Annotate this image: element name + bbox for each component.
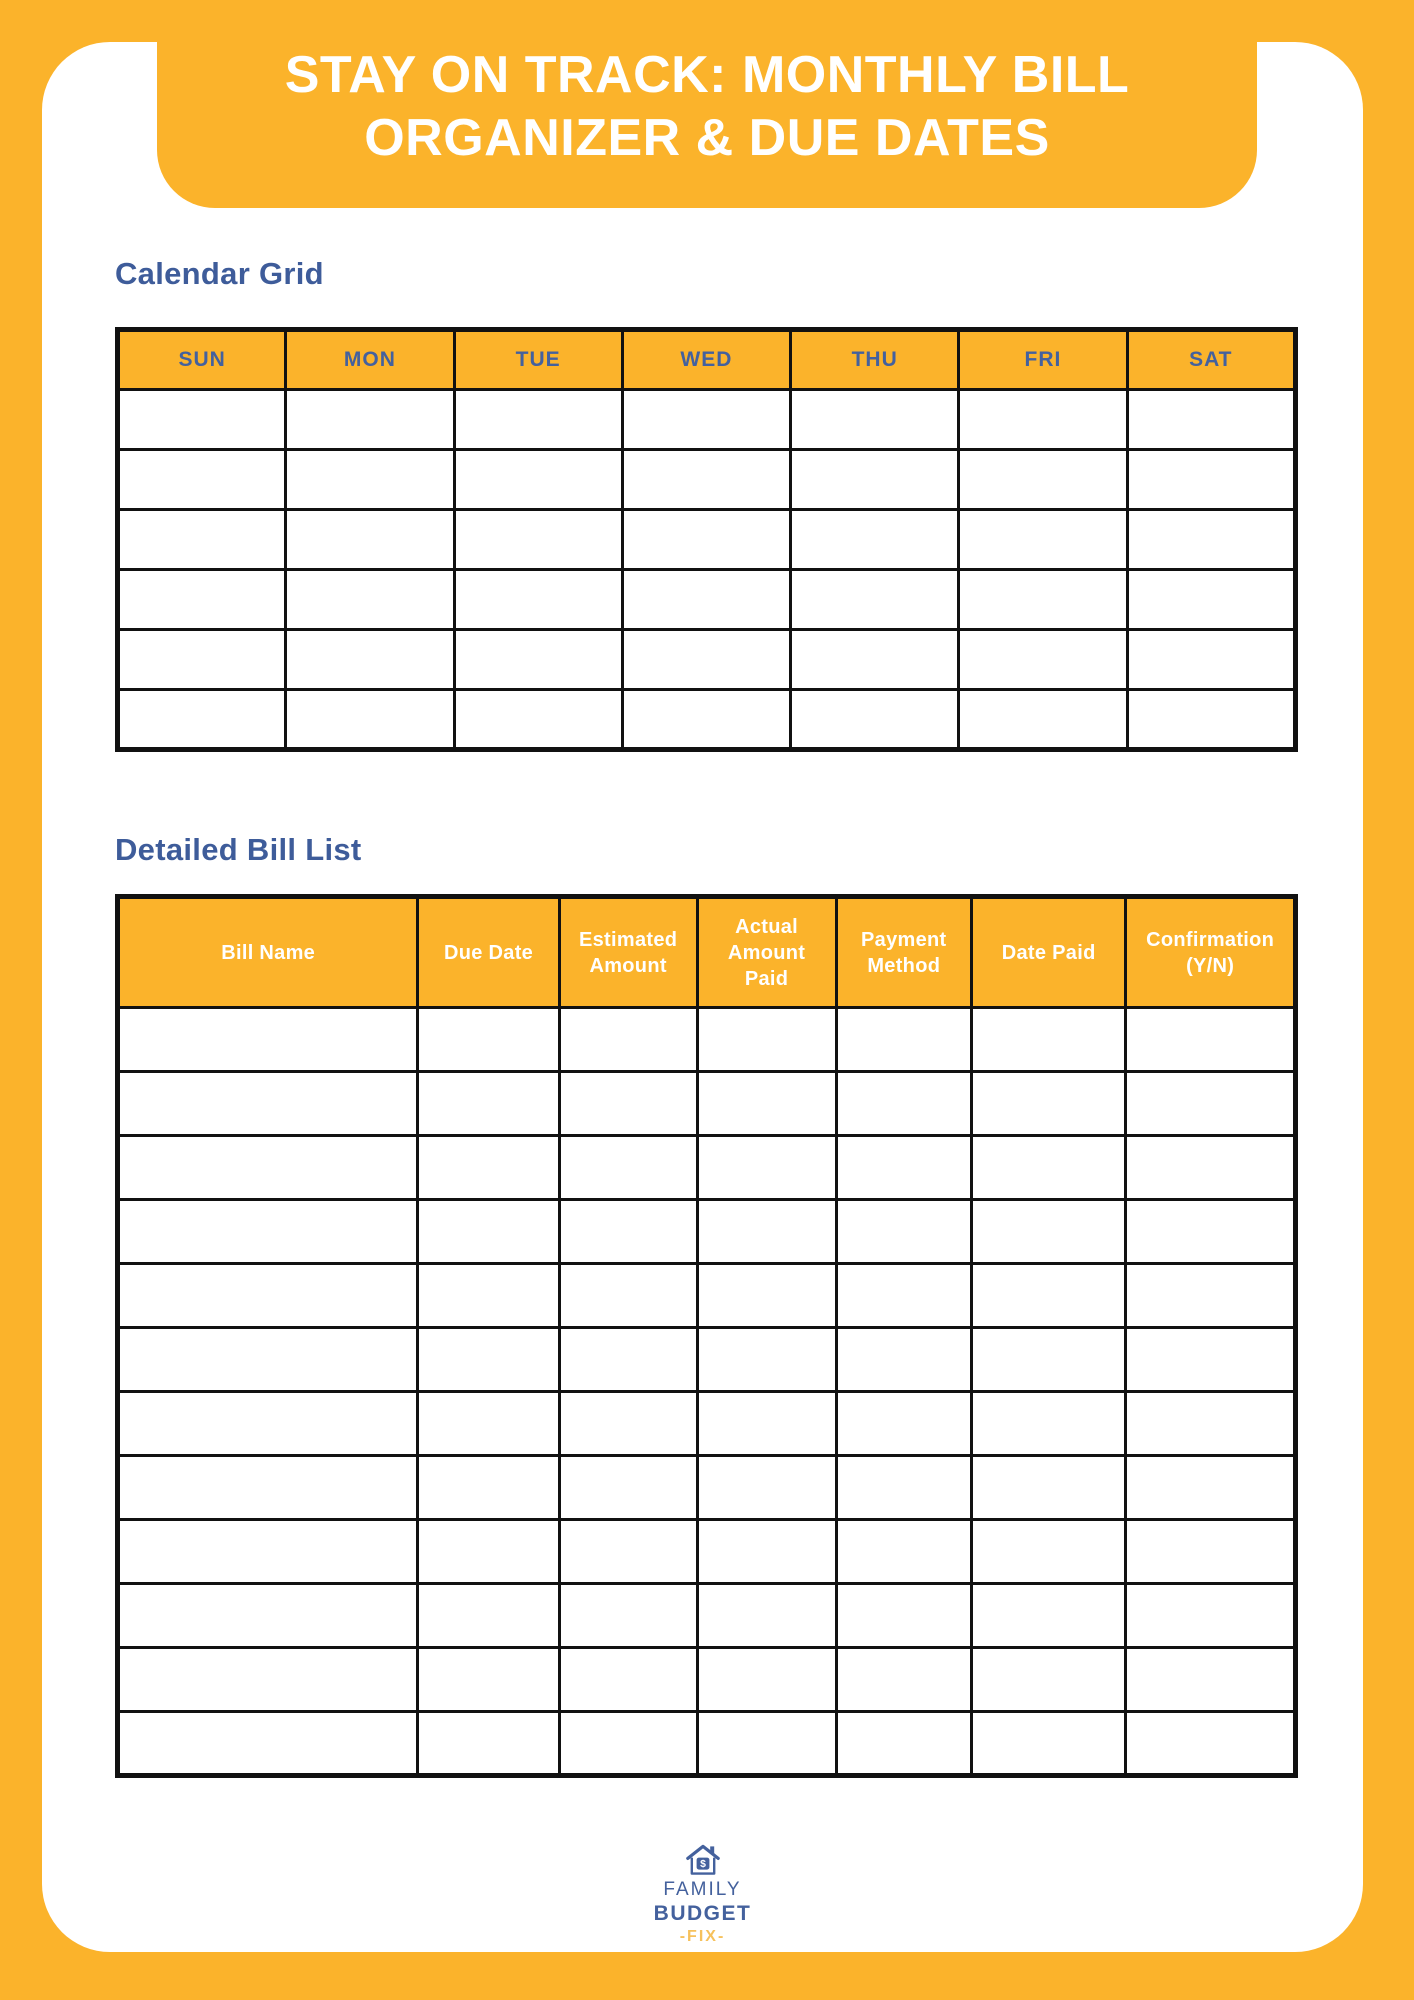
table-row	[118, 1008, 1296, 1072]
calendar-empty-cell	[118, 510, 286, 570]
bill-empty-cell	[118, 1584, 418, 1648]
bill-empty-cell	[118, 1392, 418, 1456]
bill-empty-cell	[697, 1392, 836, 1456]
bill-empty-cell	[118, 1136, 418, 1200]
calendar-empty-cell	[791, 510, 959, 570]
bill-empty-cell	[836, 1712, 971, 1776]
table-row	[118, 1584, 1296, 1648]
bill-empty-cell	[418, 1712, 559, 1776]
calendar-empty-cell	[286, 510, 454, 570]
table-row	[118, 1392, 1296, 1456]
calendar-empty-cell	[959, 570, 1127, 630]
bill-empty-cell	[418, 1136, 559, 1200]
bill-empty-cell	[559, 1136, 697, 1200]
column-header-payment-method: Payment Method	[836, 897, 971, 1008]
table-row	[118, 1648, 1296, 1712]
table-row	[118, 570, 1296, 630]
bill-empty-cell	[972, 1584, 1126, 1648]
bill-empty-cell	[972, 1136, 1126, 1200]
bill-empty-cell	[972, 1072, 1126, 1136]
table-row	[118, 690, 1296, 750]
calendar-empty-cell	[286, 690, 454, 750]
bill-empty-cell	[118, 1648, 418, 1712]
column-header-due-date: Due Date	[418, 897, 559, 1008]
bill-empty-cell	[697, 1712, 836, 1776]
calendar-day-header-wed: WED	[622, 330, 790, 390]
calendar-empty-cell	[454, 570, 622, 630]
calendar-empty-cell	[959, 690, 1127, 750]
bill-empty-cell	[118, 1072, 418, 1136]
calendar-empty-cell	[118, 450, 286, 510]
calendar-empty-cell	[959, 510, 1127, 570]
table-row	[118, 390, 1296, 450]
calendar-empty-cell	[791, 570, 959, 630]
bill-empty-cell	[1126, 1008, 1296, 1072]
bill-empty-cell	[1126, 1200, 1296, 1264]
bill-list-table	[115, 894, 1298, 1778]
bill-empty-cell	[836, 1392, 971, 1456]
bill-empty-cell	[972, 1328, 1126, 1392]
calendar-empty-cell	[1127, 630, 1295, 690]
bill-empty-cell	[559, 1328, 697, 1392]
bill-empty-cell	[118, 1008, 418, 1072]
bill-empty-cell	[972, 1264, 1126, 1328]
bill-empty-cell	[1126, 1136, 1296, 1200]
bill-empty-cell	[418, 1392, 559, 1456]
calendar-empty-cell	[454, 450, 622, 510]
calendar-table	[115, 327, 1298, 752]
bill-empty-cell	[836, 1456, 971, 1520]
bill-empty-cell	[836, 1200, 971, 1264]
bill-empty-cell	[972, 1648, 1126, 1712]
bill-empty-cell	[836, 1264, 971, 1328]
calendar-empty-cell	[622, 510, 790, 570]
bill-empty-cell	[1126, 1456, 1296, 1520]
table-row	[118, 450, 1296, 510]
bill-empty-cell	[418, 1520, 559, 1584]
calendar-day-header-sun: SUN	[118, 330, 286, 390]
bill-empty-cell	[836, 1072, 971, 1136]
bill-empty-cell	[418, 1072, 559, 1136]
calendar-empty-cell	[791, 390, 959, 450]
calendar-empty-cell	[454, 390, 622, 450]
calendar-empty-cell	[1127, 570, 1295, 630]
table-row	[118, 1328, 1296, 1392]
bill-empty-cell	[559, 1008, 697, 1072]
calendar-empty-cell	[959, 450, 1127, 510]
brand-footer	[42, 1844, 1363, 1946]
calendar-empty-cell	[622, 450, 790, 510]
bill-empty-cell	[697, 1200, 836, 1264]
bill-empty-cell	[118, 1328, 418, 1392]
calendar-empty-cell	[791, 450, 959, 510]
bill-empty-cell	[418, 1200, 559, 1264]
calendar-day-header-thu: THU	[791, 330, 959, 390]
table-row	[118, 1136, 1296, 1200]
bill-empty-cell	[1126, 1264, 1296, 1328]
bill-empty-cell	[697, 1136, 836, 1200]
bill-empty-cell	[697, 1072, 836, 1136]
title-banner	[157, 0, 1257, 208]
table-row	[118, 1456, 1296, 1520]
detailed-bill-list-heading: Detailed Bill List	[115, 832, 362, 867]
column-header-estimated-amount: Estimated Amount	[559, 897, 697, 1008]
bill-empty-cell	[697, 1456, 836, 1520]
calendar-empty-cell	[286, 630, 454, 690]
bill-empty-cell	[418, 1008, 559, 1072]
column-header-date-paid: Date Paid	[972, 897, 1126, 1008]
calendar-empty-cell	[622, 690, 790, 750]
bill-empty-cell	[559, 1392, 697, 1456]
bill-empty-cell	[836, 1584, 971, 1648]
bill-empty-cell	[972, 1008, 1126, 1072]
calendar-empty-cell	[118, 390, 286, 450]
bill-empty-cell	[697, 1008, 836, 1072]
bill-empty-cell	[418, 1648, 559, 1712]
bill-empty-cell	[972, 1456, 1126, 1520]
calendar-day-header-fri: FRI	[959, 330, 1127, 390]
bill-empty-cell	[559, 1200, 697, 1264]
column-header-actual-amount-paid: Actual Amount Paid	[697, 897, 836, 1008]
page-title-line2: ORGANIZER & DUE DATES	[364, 109, 1050, 167]
calendar-header-row	[118, 330, 1296, 390]
bill-empty-cell	[418, 1264, 559, 1328]
bill-empty-cell	[972, 1520, 1126, 1584]
bill-empty-cell	[697, 1328, 836, 1392]
bill-empty-cell	[836, 1648, 971, 1712]
brand-family-text: FAMILY	[663, 1879, 742, 1900]
bill-empty-cell	[559, 1584, 697, 1648]
calendar-empty-cell	[1127, 450, 1295, 510]
table-row	[118, 1520, 1296, 1584]
calendar-empty-cell	[1127, 390, 1295, 450]
column-header-confirmation: Confirmation (Y/N)	[1126, 897, 1296, 1008]
calendar-empty-cell	[622, 630, 790, 690]
bill-empty-cell	[118, 1200, 418, 1264]
brand-fix-text: -FIX-	[679, 1928, 726, 1945]
calendar-empty-cell	[1127, 690, 1295, 750]
column-header-bill-name: Bill Name	[118, 897, 418, 1008]
bill-empty-cell	[1126, 1584, 1296, 1648]
table-row	[118, 1200, 1296, 1264]
bill-empty-cell	[1126, 1392, 1296, 1456]
calendar-empty-cell	[959, 630, 1127, 690]
calendar-empty-cell	[286, 450, 454, 510]
brand-budget-text: BUDGET	[653, 1902, 752, 1925]
calendar-empty-cell	[791, 690, 959, 750]
calendar-empty-cell	[622, 390, 790, 450]
bill-empty-cell	[559, 1072, 697, 1136]
calendar-grid-heading: Calendar Grid	[115, 256, 324, 291]
bill-empty-cell	[1126, 1648, 1296, 1712]
bill-empty-cell	[118, 1712, 418, 1776]
bill-empty-cell	[1126, 1712, 1296, 1776]
dollar-glyph: $	[699, 1859, 706, 1871]
bill-empty-cell	[418, 1456, 559, 1520]
page-title-line1: STAY ON TRACK: MONTHLY BILL	[284, 46, 1130, 104]
table-row	[118, 510, 1296, 570]
calendar-empty-cell	[622, 570, 790, 630]
bill-empty-cell	[972, 1392, 1126, 1456]
bill-empty-cell	[418, 1328, 559, 1392]
calendar-empty-cell	[118, 630, 286, 690]
calendar-empty-cell	[286, 390, 454, 450]
calendar-day-header-sat: SAT	[1127, 330, 1295, 390]
table-row	[118, 1712, 1296, 1776]
bill-empty-cell	[836, 1520, 971, 1584]
table-row	[118, 1264, 1296, 1328]
bill-empty-cell	[559, 1712, 697, 1776]
calendar-empty-cell	[1127, 510, 1295, 570]
calendar-empty-cell	[791, 630, 959, 690]
bill-empty-cell	[972, 1200, 1126, 1264]
calendar-day-header-mon: MON	[286, 330, 454, 390]
bill-empty-cell	[559, 1648, 697, 1712]
calendar-empty-cell	[454, 630, 622, 690]
bill-empty-cell	[697, 1584, 836, 1648]
bill-empty-cell	[836, 1008, 971, 1072]
bill-empty-cell	[559, 1264, 697, 1328]
bill-empty-cell	[697, 1264, 836, 1328]
calendar-empty-cell	[118, 570, 286, 630]
bill-empty-cell	[559, 1456, 697, 1520]
bill-empty-cell	[972, 1712, 1126, 1776]
bill-empty-cell	[559, 1520, 697, 1584]
bill-empty-cell	[1126, 1520, 1296, 1584]
bill-empty-cell	[418, 1584, 559, 1648]
house-dollar-icon	[685, 1844, 721, 1876]
bill-empty-cell	[118, 1264, 418, 1328]
bill-list-header-row	[118, 897, 1296, 1008]
calendar-empty-cell	[286, 570, 454, 630]
calendar-empty-cell	[454, 510, 622, 570]
bill-empty-cell	[697, 1648, 836, 1712]
calendar-empty-cell	[454, 690, 622, 750]
bill-empty-cell	[836, 1328, 971, 1392]
bill-empty-cell	[1126, 1328, 1296, 1392]
calendar-empty-cell	[118, 690, 286, 750]
bill-empty-cell	[1126, 1072, 1296, 1136]
calendar-day-header-tue: TUE	[454, 330, 622, 390]
bill-empty-cell	[118, 1456, 418, 1520]
table-row	[118, 1072, 1296, 1136]
table-row	[118, 630, 1296, 690]
bill-empty-cell	[118, 1520, 418, 1584]
bill-empty-cell	[836, 1136, 971, 1200]
bill-empty-cell	[697, 1520, 836, 1584]
calendar-empty-cell	[959, 390, 1127, 450]
